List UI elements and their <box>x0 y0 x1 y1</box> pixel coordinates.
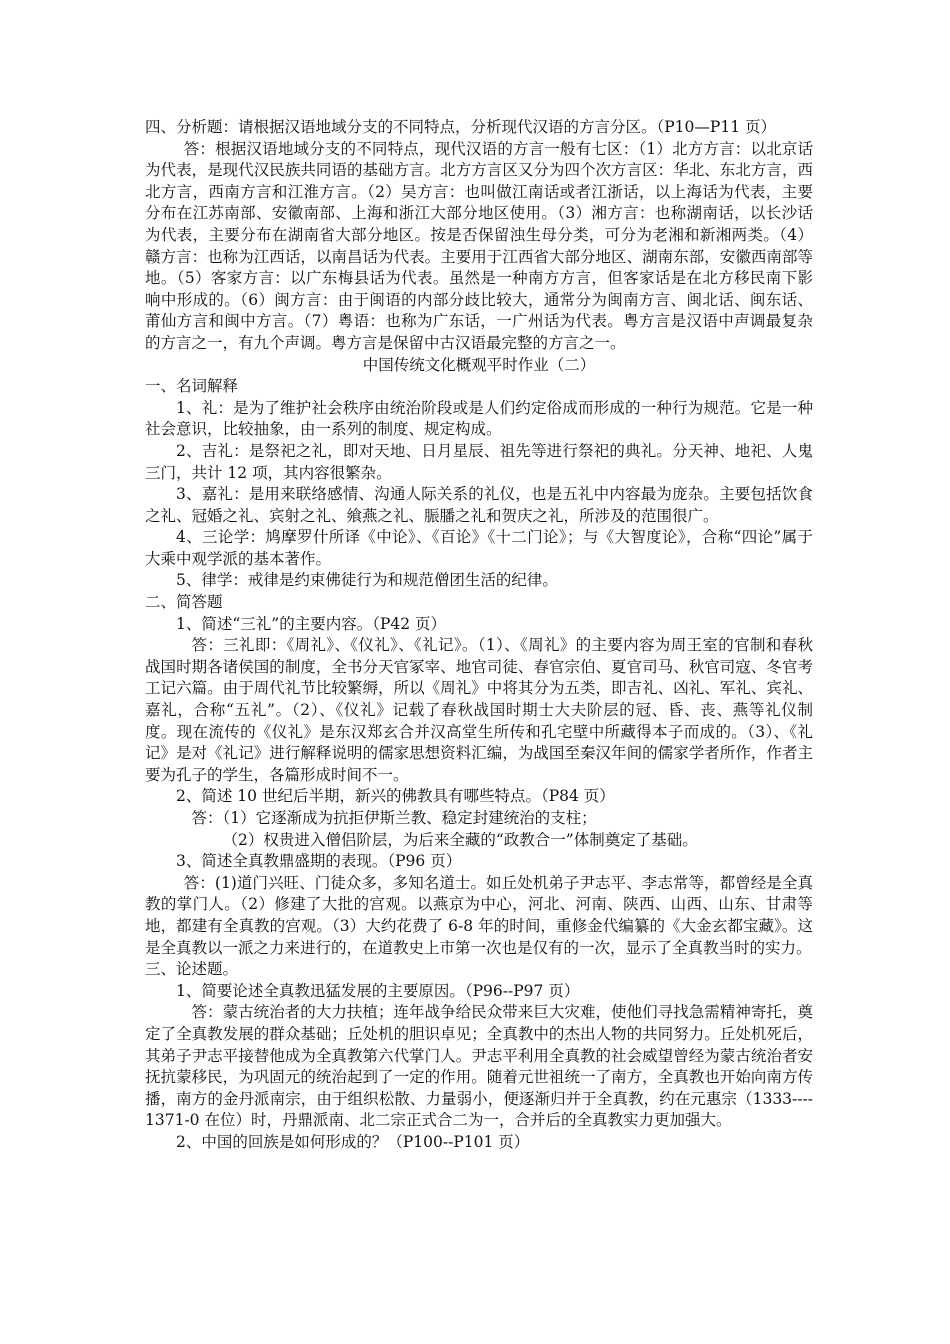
term-item: 4、三论学：鸠摩罗什所译《中论》、《百论》《十二门论》；与《大智度论》，合称“四论”属于大乘中观学派的基本著作。 <box>145 528 813 568</box>
short-question-1: 1、简述“三礼”的主要内容。（P42 页） <box>176 614 447 633</box>
document-title: 中国传统文化概观平时作业（二） <box>362 355 596 374</box>
section-heading-terms: 一、名词解释 <box>145 377 239 396</box>
short-answer-2-point-2: （2）权贵进入僧侣阶层，为后来全藏的“政教合一”体制奠定了基础。 <box>222 830 698 849</box>
section-heading-essay: 三、论述题。 <box>145 960 239 979</box>
question-4-answer: 答：根据汉语地域分支的不同特点，现代汉语的方言一般有七区：（1）北方方言：以北京话为代表，是现代汉民族共同语的基础方言。北方方言区又分为四个次方言区：华北、东北方言，西北方言，西南方言和江淮方言。（2）吴方言：也叫做江南话或者江浙话，以上海话为代表，主要分布在江苏南部、安徽南部、上海和浙江大部分地区使用。（3）湘方言：也称湖南话，以长沙话为代表，主要分布在湖南省大部分地区。按是否保留浊生母分类，可分为老湘和新湘两类。（4）赣方言：也称为江西话，以南昌话为代表。主要用于江西省大部分地区、湖南东部，安徽西南部等地。（5）客家方言：以广东梅县话为代表。虽然是一种南方方言，但客家话是在北方移民南下影响中形成的。（6）闽方言：由于闽语的内部分歧比较大，通常分为闽南方言、闽北话、闽东话、莆仙方言和闽中方言。（7）粤语：也称为广东话，一广州话为代表。粤方言是汉语中声调最复杂的方言之一，有九个声调。粤方言是保留中古汉语最完整的方言之一。 <box>145 139 813 352</box>
short-answer-1: 答：三礼即：《周礼》、《仪礼》、《礼记》。（1）、《周礼》的主要内容为周王室的官制和春秋战国时期各诸侯国的制度，全书分天官冢宰、地官司徒、春官宗伯、夏官司马、秋官司寇、冬官考工记六篇。由于周代礼节比较繁缛，所以《周礼》中将其分为五类，即吉礼、凶礼、军礼、宾礼、嘉礼，合称“五礼”。（2）、《仪礼》记载了春秋战国时期士大夫阶层的冠、昏、丧、燕等礼仪制度。现在流传的《仪礼》是东汉郑玄合并汉高堂生所传和孔宅壁中所藏得本子而成的。（3）、《礼记》是对《礼记》进行解释说明的儒家思想资料汇编，为战国至秦汉年间的儒家学者所作，作者主要为孔子的学生，各篇形成时间不一。 <box>145 636 813 784</box>
essay-question-1: 1、简要论述全真教迅猛发展的主要原因。（P96--P97 页） <box>176 981 580 1000</box>
document-page <box>145 117 813 1154</box>
short-question-2: 2、简述 10 世纪后半期，新兴的佛教具有哪些特点。（P84 页） <box>176 787 615 806</box>
term-item: 5、律学：戒律是约束佛徒行为和规范僧团生活的纪律。 <box>176 571 558 590</box>
term-item: 1、礼：是为了维护社会秩序由统治阶段或是人们约定俗成而形成的一种行为规范。它是一种社会意识，比较抽象，由一系列的制度、规定构成。 <box>145 398 813 439</box>
short-question-3: 3、简述全真教鼎盛期的表现。（P96 页） <box>176 852 462 871</box>
essay-question-2: 2、中国的回族是如何形成的？（P100--P101 页） <box>176 1132 530 1151</box>
term-item: 2、吉礼：是祭祀之礼，即对天地、日月星辰、祖先等进行祭祀的典礼。分天神、地祀、人鬼三门，共计 12 项，其内容很繁杂。 <box>145 441 813 482</box>
essay-answer-1: 答：蒙古统治者的大力扶植；连年战争给民众带来巨大灾难，使他们寻找急需精神寄托，奠定了全真教发展的群众基础；丘处机的胆识卓见；全真教中的杰出人物的共同努力。丘处机死后，其弟子尹志平接替他成为全真教第六代掌门人。尹志平利用全真教的社会威望曾经为蒙古统治者安抚抗蒙移民，为巩固元的统治起到了一定的作用。随着元世祖统一了南方，全真教也开始向南方传播，南方的金丹派南宗，由于组织松散、力量弱小，便逐渐归并于全真教，约在元惠宗（1333----1371-0 在位）时，丹鼎派南、北二宗正式合二为一，合并后的全真教实力更加强大。 <box>145 1003 813 1130</box>
term-item: 3、嘉礼：是用来联络感情、沟通人际关系的礼仪，也是五礼中内容最为庞杂。主要包括饮食之礼、冠婚之礼、宾射之礼、飨燕之礼、脤膰之礼和贺庆之礼，所涉及的范围很广。 <box>145 485 813 525</box>
question-4-heading: 四、分析题：请根据汉语地域分支的不同特点，分析现代汉语的方言分区。（P10—P11 页） <box>145 118 776 136</box>
short-answer-2-point-1: 答：（1）它逐渐成为抗拒伊斯兰教、稳定封建统治的支柱； <box>191 809 597 827</box>
short-answer-3: 答：(1)道门兴旺、门徒众多，多知名道士。如丘处机弟子尹志平、李志常等，都曾经是全真教的掌门人。（2）修建了大批的宫观。以燕京为中心，河北、河南、陕西、山西、山东、甘肃等地，都建有全真教的宫观。（3）大约花费了 6-8 年的时间，重修金代编纂的《大金玄都宝藏》。这是全真教以一派之力来进行的，在道教史上市第一次也是仅有的一次，显示了全真教当时的实力。 <box>145 873 813 957</box>
section-heading-short-answer: 二、简答题 <box>145 593 223 612</box>
